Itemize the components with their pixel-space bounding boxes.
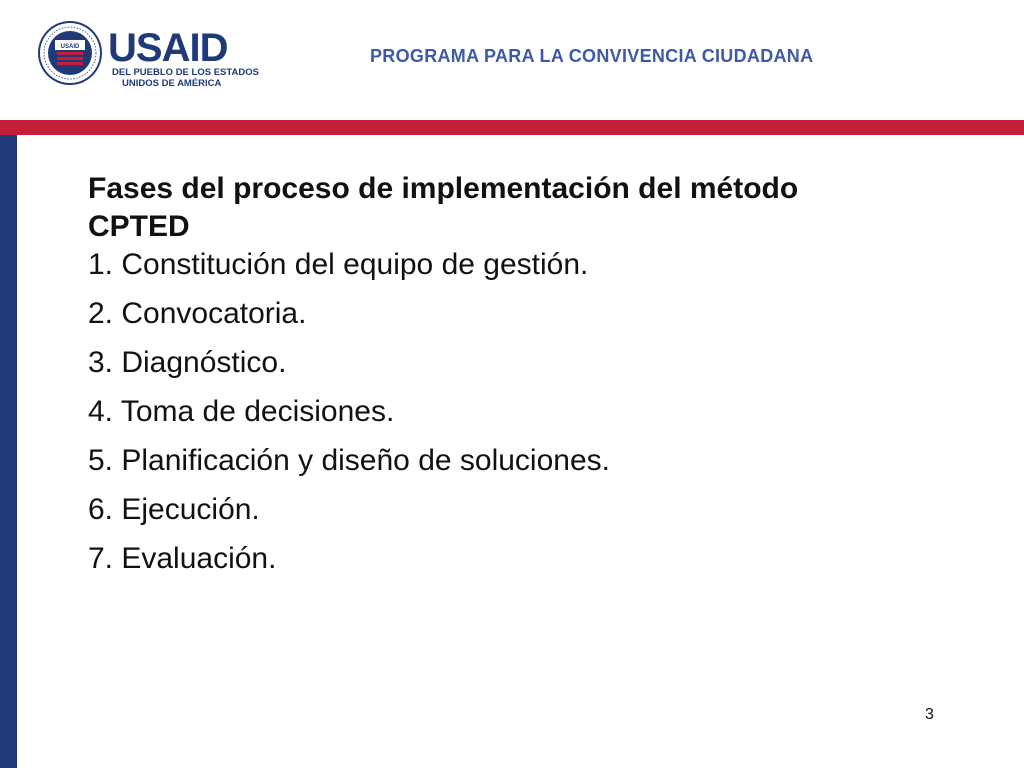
list-item: 5. Planificación y diseño de soluciones.: [88, 444, 610, 477]
list-item: 6. Ejecución.: [88, 493, 260, 526]
page-number: 3: [925, 706, 934, 723]
list-item: 3. Diagnóstico.: [88, 346, 287, 379]
tagline-line-2: UNIDOS DE AMÉRICA: [122, 78, 222, 89]
usaid-logo-tagline: [112, 67, 262, 89]
tagline-line-1: DEL PUEBLO DE LOS ESTADOS: [112, 67, 259, 78]
list-item: 7. Evaluación.: [88, 542, 277, 575]
header-red-band: [0, 120, 1024, 135]
list-item: 2. Convocatoria.: [88, 297, 307, 330]
slide-header: [0, 0, 1024, 120]
slide-title: Fases del proceso de implementación del método CPTED: [88, 172, 799, 243]
list-item: 1. Constitución del equipo de gestión.: [88, 248, 589, 281]
slide-content: [88, 170, 988, 591]
usaid-logo-text: USAID: [108, 26, 228, 70]
left-blue-band: [0, 135, 17, 768]
program-name: PROGRAMA PARA LA CONVIVENCIA CIUDADANA: [370, 46, 814, 66]
usaid-seal-icon: [37, 20, 103, 86]
list-item: 4. Toma de decisiones.: [88, 395, 395, 428]
svg-text:USAID: USAID: [60, 44, 80, 50]
